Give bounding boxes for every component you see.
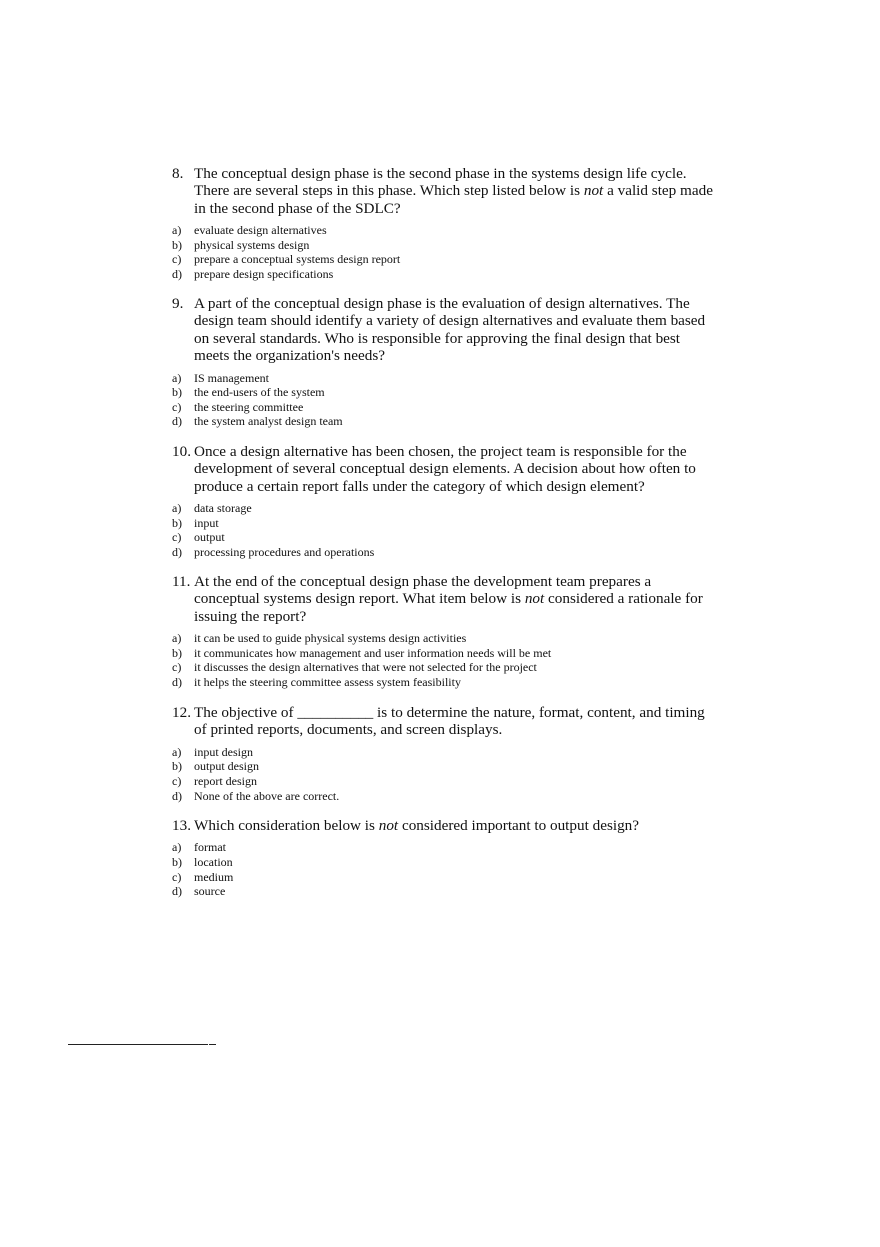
option-d: d) prepare design specifications xyxy=(172,267,334,281)
option-d: d) processing procedures and operations xyxy=(172,545,375,559)
options-list xyxy=(172,631,717,689)
footnote-separator xyxy=(68,1044,208,1045)
options-list xyxy=(172,223,717,281)
question-text: Once a design alternative has been chosen, the project team is responsible for the development of several conceptual design elements. A decision about how often to produce a certain report falls under the category of which design element? xyxy=(194,443,696,495)
question-number: 13. xyxy=(172,817,191,834)
option-d: d) it helps the steering committee assess system feasibility xyxy=(172,675,461,689)
question-13 xyxy=(172,817,717,899)
emphasis-not: not xyxy=(524,590,545,608)
option-b: b) physical systems design xyxy=(172,237,310,252)
option-d: d) None of the above are correct. xyxy=(172,788,340,803)
question-10 xyxy=(172,443,717,560)
question-number: 11. xyxy=(172,573,191,590)
options-list xyxy=(172,501,717,559)
question-stem xyxy=(172,295,717,365)
option-a: a) evaluate design alternatives xyxy=(172,223,327,238)
option-c: c) output xyxy=(172,530,225,545)
question-stem xyxy=(172,573,717,625)
question-number: 10. xyxy=(172,443,191,460)
question-12 xyxy=(172,704,717,803)
option-c: c) report design xyxy=(172,774,257,788)
option-b: b) it communicates how management and user information needs will be met xyxy=(172,645,552,660)
question-number: 8. xyxy=(172,165,184,182)
question-number: 12. xyxy=(172,704,191,721)
question-11 xyxy=(172,573,717,690)
question-text: At the end of the conceptual design phase the development team prepares a conceptual systems design report. What item below is not considered a rationale for issuing the report? xyxy=(194,573,703,625)
option-b: b) location xyxy=(172,855,233,869)
option-b: b) the end-users of the system xyxy=(172,385,325,400)
question-stem xyxy=(172,443,717,495)
emphasis-not: not xyxy=(378,817,399,834)
question-8 xyxy=(172,165,717,282)
option-c: c) prepare a conceptual systems design report xyxy=(172,252,401,267)
option-c: c) medium xyxy=(172,869,234,884)
options-list xyxy=(172,840,717,898)
options-list xyxy=(172,371,717,429)
option-a: a) data storage xyxy=(172,501,252,516)
question-text: The conceptual design phase is the second phase in the systems design life cycle. There are several steps in this phase. Which step listed below is not a valid step made in the second phase of the SDLC? xyxy=(194,165,713,217)
option-b: b) input xyxy=(172,515,219,530)
question-text: A part of the conceptual design phase is the evaluation of design alternatives. The design team should identify a variety of design alternatives and evaluate them based on several standards. Who is responsible for approving the final design that best meets the organization's needs? xyxy=(194,295,706,365)
option-d: d) source xyxy=(172,884,226,899)
option-a: a) input design xyxy=(172,744,253,759)
option-b: b) output design xyxy=(172,759,259,774)
option-d: d) the system analyst design team xyxy=(172,414,343,429)
footnote-separator-dash xyxy=(209,1044,216,1045)
question-stem xyxy=(172,165,717,217)
question-text: The objective of __________ is to determine the nature, format, content, and timing of printed reports, documents, and screen displays. xyxy=(194,704,705,739)
question-stem xyxy=(172,704,717,739)
options-list xyxy=(172,745,717,803)
option-c: c) it discusses the design alternatives that were not selected for the project xyxy=(172,660,537,675)
question-text: Which consideration below is not considered important to output design? xyxy=(194,817,639,834)
question-stem xyxy=(172,817,717,834)
option-c: c) the steering committee xyxy=(172,399,304,414)
option-a: a) it can be used to guide physical systems design activities xyxy=(172,631,467,646)
option-a: a) IS management xyxy=(172,370,269,385)
emphasis-not: not xyxy=(583,182,604,200)
question-number: 9. xyxy=(172,295,184,312)
question-9 xyxy=(172,295,717,429)
option-a: a) format xyxy=(172,840,226,855)
